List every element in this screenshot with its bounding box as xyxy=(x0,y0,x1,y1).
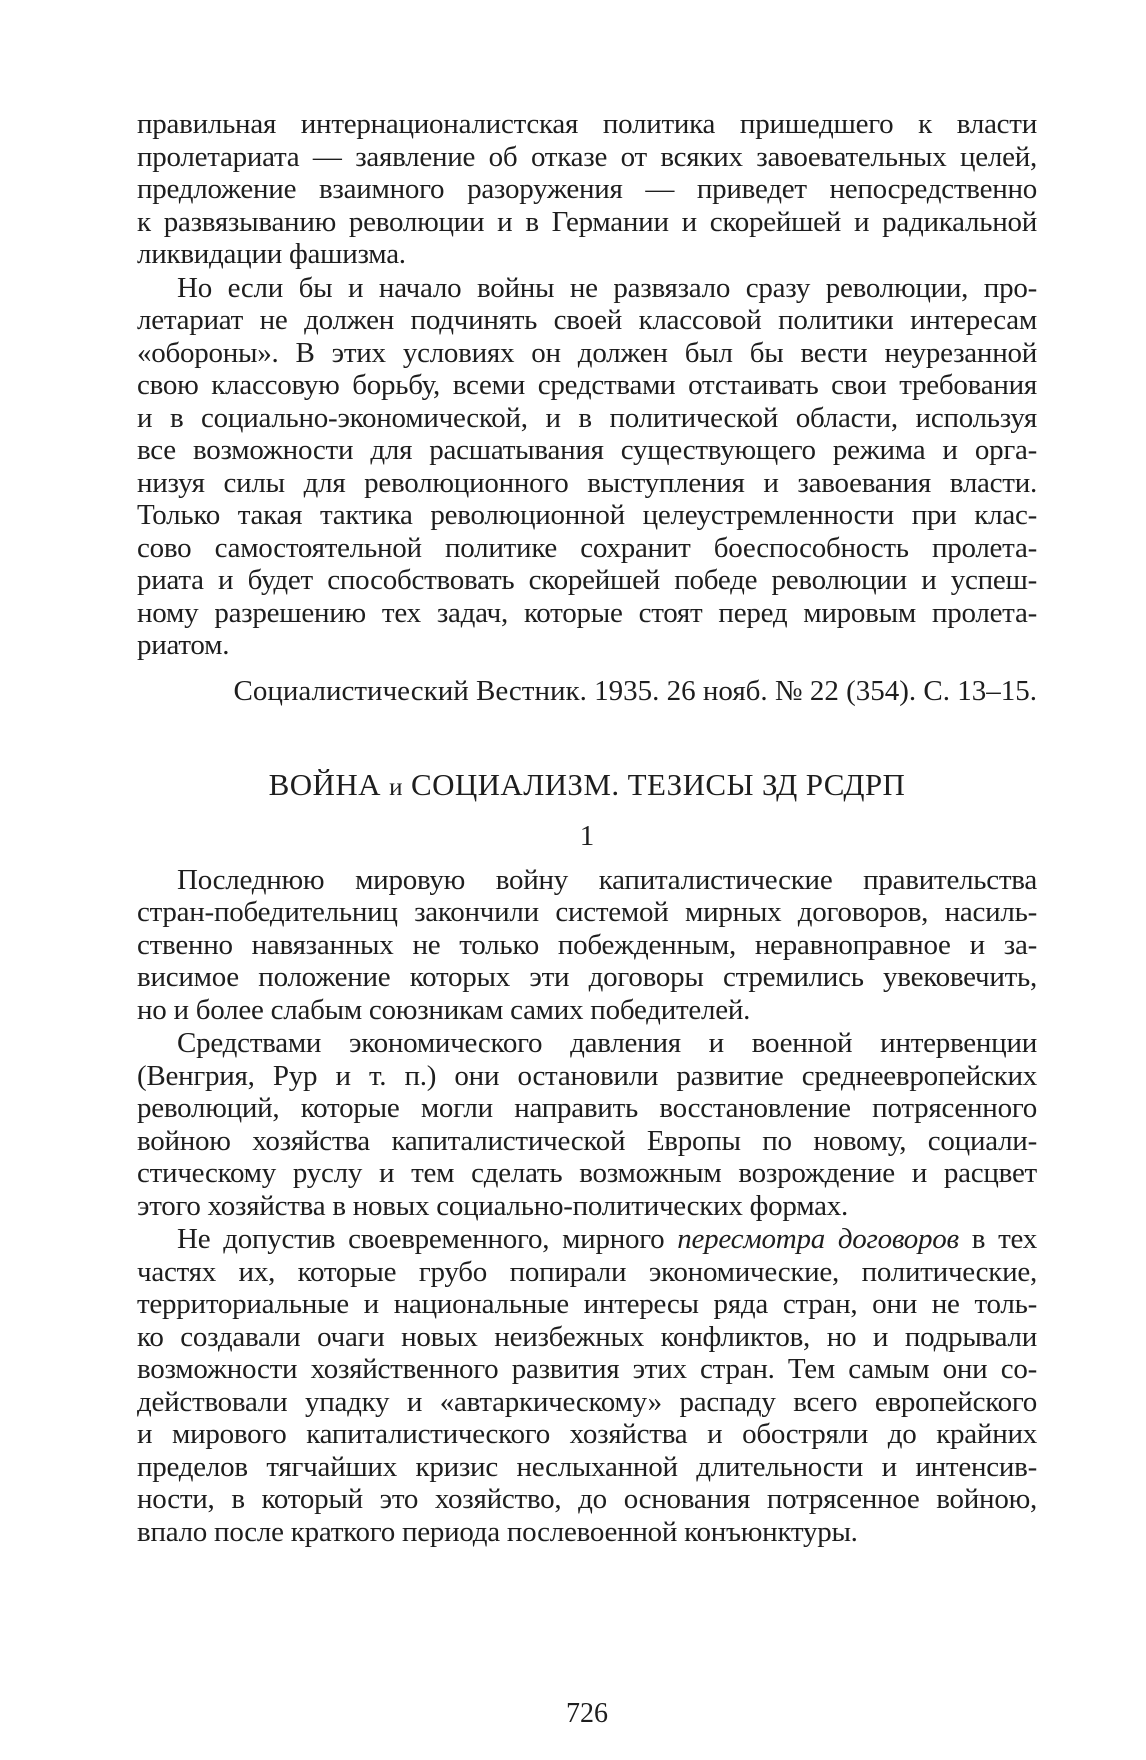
second-paragraph xyxy=(137,272,1037,662)
page-number: 726 xyxy=(566,1698,608,1729)
source-citation: Социалистический Вестник. 1935. 26 нояб. № 22 (354). С. 13–15. xyxy=(233,674,1037,707)
text-line: пролетариата — заявление об отказе от всяких завоевательных целей, xyxy=(137,140,1037,173)
section-title xyxy=(137,767,1037,806)
text-line: Последнюю мировую войну капиталистические правительства xyxy=(177,863,1037,896)
text-line: сово самостоятельной политике сохранит боеспособность пролета- xyxy=(137,531,1037,564)
section-title-part: ВОЙНА xyxy=(268,766,390,802)
thesis-paragraph-3 xyxy=(137,1223,1037,1548)
text-line: действовали упадку и «автаркическому» распаду всего европейского xyxy=(137,1385,1037,1418)
intro-paragraph xyxy=(137,108,1037,271)
text-line: к развязыванию революции и в Германии и скорейшей и радикальной xyxy=(137,205,1037,238)
text-line: висимое положение которых эти договоры стремились увековечить, xyxy=(137,961,1037,993)
section-title-part: СОЦИАЛИЗМ. ТЕЗИСЫ ЗД РСДРП xyxy=(402,766,906,802)
text-line: риата и будет способствовать скорейшей победе революции и успеш- xyxy=(137,564,1037,596)
text-line: свою классовую борьбу, всеми средствами отстаивать свои требования xyxy=(137,369,1037,401)
text-line: Средствами экономического давления и военной интервенции xyxy=(177,1027,1037,1059)
text-line: и в социально-экономической, и в политической области, используя xyxy=(137,401,1037,434)
text-line: войною хозяйства капиталистической Европы по новому, социали- xyxy=(137,1124,1037,1157)
text-line: стран-победительниц закончили системой мирных договоров, насиль- xyxy=(137,896,1037,928)
text-line: все возможности для расшатывания существующего режима и орга- xyxy=(137,434,1037,466)
text-line: риатом. xyxy=(137,629,230,661)
text-segment: в тех xyxy=(958,1223,1037,1255)
text-line: революций, которые могли направить восстановление потрясенного xyxy=(137,1092,1037,1124)
text-line-with-emphasis xyxy=(137,1223,1037,1256)
text-line: этого хозяйства в новых социально-политических формах. xyxy=(137,1189,849,1222)
text-line: низуя силы для революционного выступления и завоевания власти. xyxy=(137,466,1037,499)
text-line: предложение взаимного разоружения — приведет непосредственно xyxy=(137,173,1037,205)
text-line: и мирового капиталистического хозяйства и обостряли до крайних xyxy=(137,1418,1037,1450)
text-line: стическому руслу и тем сделать возможным возрождение и расцвет xyxy=(137,1157,1037,1189)
thesis-paragraph-2 xyxy=(137,1027,1037,1222)
book-page xyxy=(137,108,1037,1748)
text-line: частях их, которые грубо попирали экономические, политические, xyxy=(137,1255,1037,1288)
thesis-paragraph-1 xyxy=(137,864,1037,1027)
text-line: ному разрешению тех задач, которые стоят перед мировым пролета- xyxy=(137,596,1037,629)
section-number: 1 xyxy=(579,819,595,852)
section-title-conjunction: и xyxy=(389,773,403,801)
text-line: ственно навязанных не только побежденным, неравноправное и за- xyxy=(137,928,1037,961)
text-line: (Венгрия, Рур и т. п.) они остановили развитие среднеевропейских xyxy=(137,1059,1037,1092)
text-line: возможности хозяйственного развития этих стран. Тем самым они со- xyxy=(137,1353,1037,1385)
text-line: ликвидации фашизма. xyxy=(137,238,406,270)
text-line: Но если бы и начало войны не развязало сразу революции, про- xyxy=(177,271,1037,304)
text-line: ко создавали очаги новых неизбежных конфликтов, но и подрывали xyxy=(137,1320,1037,1353)
text-line: ности, в который это хозяйство, до основания потрясенное войною, xyxy=(137,1483,1037,1515)
text-line: «обороны». В этих условиях он должен был бы вести неурезанной xyxy=(137,336,1037,369)
text-line: летариат не должен подчинять своей классовой политики интересам xyxy=(137,304,1037,336)
emphasized-text: пересмотра договоров xyxy=(677,1223,959,1255)
text-line: правильная интернационалистская политика пришедшего к власти xyxy=(137,108,1037,140)
text-segment: Не допустив своевременного, мирного xyxy=(177,1223,678,1255)
text-line: впало после краткого периода послевоенной конъюнктуры. xyxy=(137,1515,858,1548)
text-line: территориальные и национальные интересы ряда стран, они не толь- xyxy=(137,1288,1037,1320)
text-line: Только такая тактика революционной целеустремленности при клас- xyxy=(137,499,1037,531)
text-line: но и более слабым союзникам самих победителей. xyxy=(137,993,751,1026)
text-line: пределов тягчайших кризис неслыханной длительности и интенсив- xyxy=(137,1450,1037,1483)
